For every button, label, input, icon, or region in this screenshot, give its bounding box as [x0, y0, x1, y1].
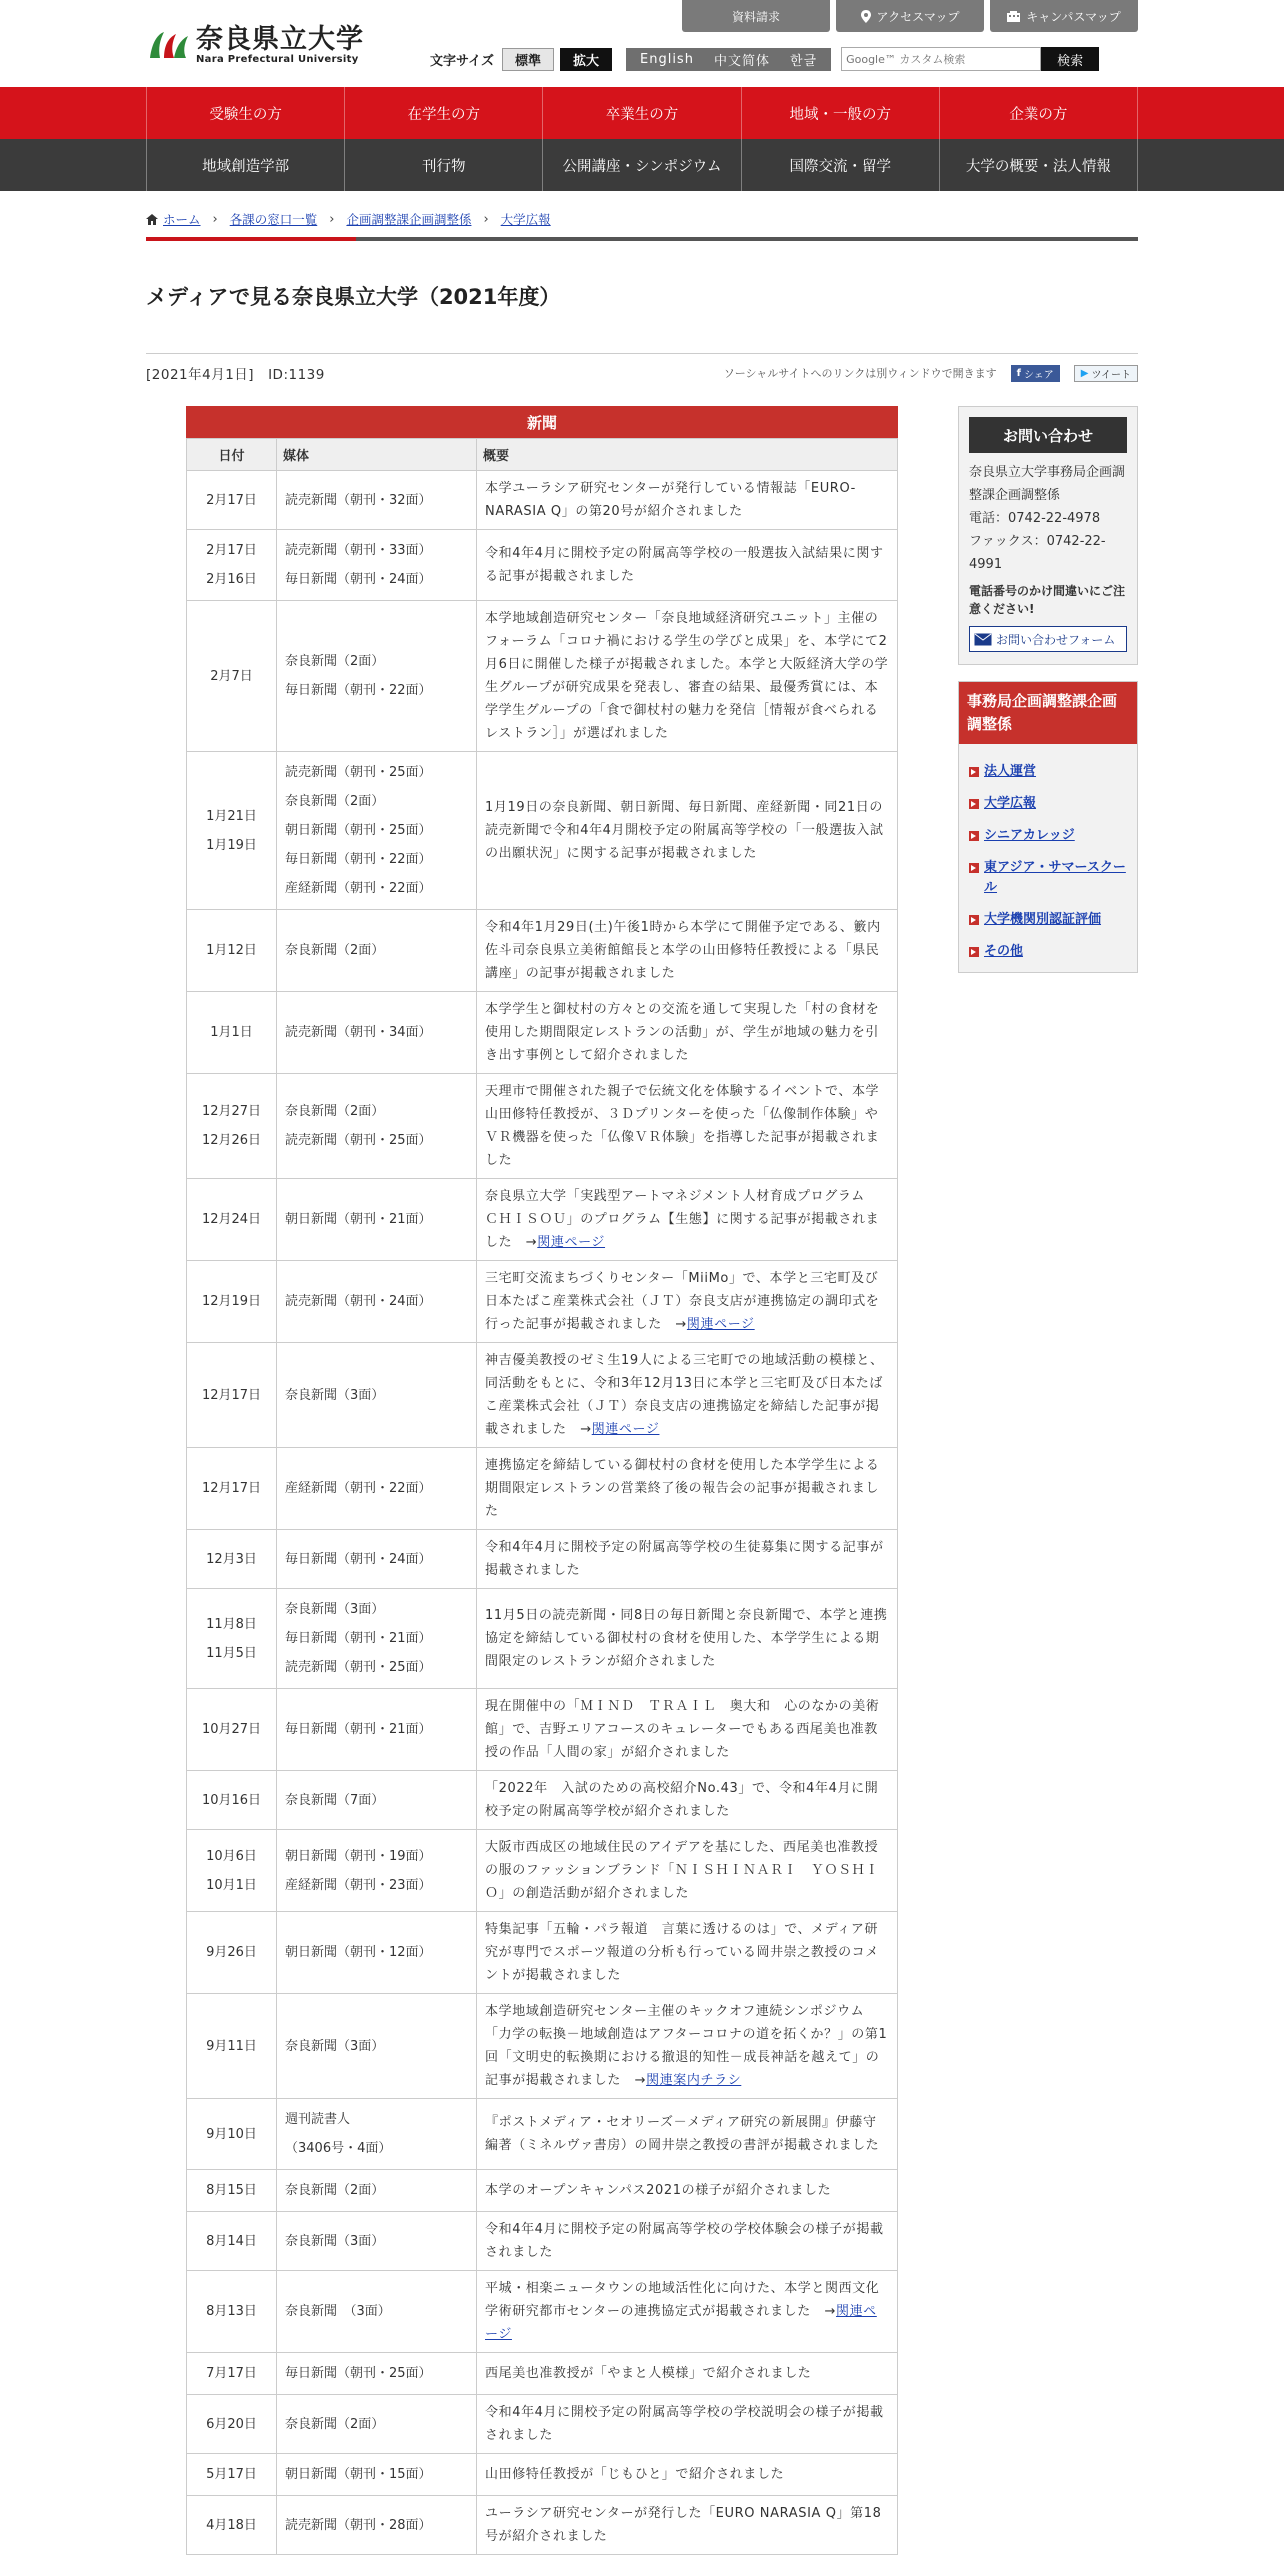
table-row [187, 2170, 898, 2212]
date-text: 1月12日 [206, 943, 257, 958]
request-materials-link[interactable] [682, 0, 830, 32]
breadcrumb-offices[interactable]: 各課の窓口一覧 [229, 212, 318, 227]
summary-text: 三宅町交流まちづくりセンター「MiiMo」で、本学と三宅町及び日本たばこ産業株式会社（ＪＴ）奈良支店が連携協定の調印式を行った記事が掲載されました → [485, 1271, 880, 1332]
summary-cell [477, 1994, 898, 2099]
media-text: 週刊読書人 [285, 2112, 351, 2127]
media-cell [277, 1994, 477, 2099]
date-cell [187, 471, 277, 530]
table-row [187, 1074, 898, 1179]
summary-cell [477, 2271, 898, 2353]
media-cell [277, 2170, 477, 2212]
summary-cell [477, 992, 898, 1074]
summary-cell [477, 2099, 898, 2170]
date-cell [187, 1448, 277, 1530]
contact-form-button[interactable] [969, 626, 1127, 652]
date-cell [187, 530, 277, 601]
summary-text: 令和4年1月29日(土)午後1時から本学にて開催予定である、籔内佐斗司奈良県立美術館館長と本学の山田修特任教授による「県民講座」の記事が掲載されました [485, 920, 881, 981]
arrow-bullet-icon [969, 863, 979, 873]
summary-text: 令和4年4月に開校予定の附属高等学校の生徒募集に関する記事が掲載されました [485, 1540, 884, 1578]
side-link-summer[interactable]: 東アジア・サマースクール [984, 860, 1126, 895]
page-title: メディアで見る奈良県立大学（2021年度） [146, 285, 561, 309]
twitter-tweet-button[interactable] [1074, 365, 1138, 382]
table-row [187, 2395, 898, 2454]
media-text: 毎日新聞（朝刊・22面） [285, 852, 432, 867]
date-text: 10月6日 [206, 1848, 257, 1864]
media-text: 朝日新聞（朝刊・15面） [285, 2467, 432, 2482]
lang-chinese[interactable]: 中文简体 [713, 53, 770, 69]
summary-text: 本学地域創造研究センター主催のキックオフ連続シンポジウム「力学の転換－地域創造はアフターコロナの道を拓くか？」の第1回「文明史的転換期における撤退的知性－成長神話を越えて」の記事が掲載されました → [485, 2004, 888, 2088]
media-text: 産経新聞（朝刊・22面） [285, 1481, 432, 1496]
media-text: 奈良新聞（2面） [285, 1104, 385, 1119]
summary-cell [477, 2212, 898, 2271]
nav-lectures[interactable]: 公開講座・シンポジウム [542, 139, 740, 191]
summary-text: 平城・相楽ニュータウンの地域活性化に向けた、本学と関西文化学術研究都市センターの連携協定式が掲載されました → [485, 2281, 880, 2319]
date-text: 7月17日 [206, 2366, 257, 2381]
media-text: 朝日新聞（朝刊・12面） [285, 1945, 432, 1960]
media-text: 奈良新聞（3面） [285, 2233, 385, 2249]
related-page-link[interactable]: 関連ページ [591, 1422, 660, 1437]
date-text: 12月17日 [201, 1481, 262, 1496]
university-logo[interactable] [146, 26, 364, 66]
summary-text: 本学ユーラシア研究センターが発行している情報誌「EURO-NARASIA Q」の第20号が紹介されました [485, 481, 856, 519]
table-row [187, 2271, 898, 2353]
breadcrumb [146, 191, 1138, 231]
access-map-label: アクセスマップ [876, 9, 960, 24]
nav-about[interactable]: 大学の概要・法人情報 [939, 139, 1138, 191]
media-text: 毎日新聞（朝刊・25面） [285, 2366, 432, 2381]
date-cell [187, 2395, 277, 2454]
chevron-right-icon: › [212, 211, 218, 227]
side-link-item [969, 858, 1127, 898]
envelope-icon [974, 633, 992, 646]
table-row [187, 2353, 898, 2395]
table-row [187, 1179, 898, 1261]
table-row [187, 1448, 898, 1530]
media-cell [277, 1448, 477, 1530]
side-link-item [969, 826, 1127, 846]
media-cell [277, 2395, 477, 2454]
table-row [187, 1589, 898, 1689]
date-cell [187, 1530, 277, 1589]
table-row [187, 992, 898, 1074]
logo-mark-icon [146, 28, 192, 64]
search-input[interactable] [841, 47, 1041, 71]
date-text: 12月26日 [201, 1133, 262, 1148]
tweet-label: ツイート [1091, 369, 1131, 381]
side-link-item [969, 942, 1127, 962]
summary-cell [477, 2395, 898, 2454]
media-cell [277, 910, 477, 992]
date-text: 1月21日 [206, 808, 257, 824]
date-text: 8月14日 [206, 2233, 257, 2249]
media-cell [277, 1530, 477, 1589]
related-page-link[interactable]: 関連ページ [686, 1317, 755, 1332]
page-meta [146, 354, 1138, 392]
date-cell [187, 2212, 277, 2271]
table-row [187, 1994, 898, 2099]
nav-applicants[interactable]: 受験生の方 [146, 87, 344, 139]
main [146, 406, 1138, 2555]
media-text: 産経新聞（朝刊・22面） [285, 881, 432, 896]
summary-cell [477, 2353, 898, 2395]
table-row [187, 1771, 898, 1830]
summary-cell [477, 1830, 898, 1912]
media-cell [277, 471, 477, 530]
media-text: 奈良新聞（7面） [285, 1792, 385, 1808]
section-box [958, 681, 1138, 973]
nav-publications[interactable]: 刊行物 [344, 139, 542, 191]
date-cell [187, 1343, 277, 1448]
media-cell [277, 1261, 477, 1343]
facebook-icon: f [1016, 367, 1021, 379]
arrow-bullet-icon [969, 831, 979, 841]
campus-map-label: キャンパスマップ [1026, 9, 1121, 24]
summary-text: 本学のオープンキャンパス2021の様子が紹介されました [485, 2183, 832, 2198]
date-text: 12月24日 [201, 1212, 262, 1227]
date-text: 6月20日 [206, 2416, 257, 2432]
date-text: 2月17日 [206, 492, 257, 508]
language-switcher [626, 48, 831, 71]
contact-fax: ファックス：0742-22-4991 [969, 534, 1106, 572]
font-large-button[interactable]: 拡大 [560, 48, 612, 71]
summary-text: 本学地域創造研究センター「奈良地域経済研究ユニット」主催のフォーラム「コロナ禍における学生の学びと成果」を、本学にて2月6日に開催した様子が掲載されました。本学と大阪経済大学の学生グループが研究成果を発表し、審査の結果、最優秀賞には、本学学生グループの「食で御杖村の魅力を発信［情報が食べられるレストラン］」が選ばれました [485, 611, 889, 741]
date-text: 2月16日 [206, 572, 257, 587]
media-cell [277, 752, 477, 910]
date-cell [187, 601, 277, 752]
side-link-item [969, 762, 1127, 782]
related-page-link[interactable]: 関連ページ [537, 1235, 606, 1250]
arrow-bullet-icon [969, 799, 979, 809]
site-search [841, 47, 1099, 71]
date-cell [187, 1994, 277, 2099]
date-cell [187, 2271, 277, 2353]
summary-cell [477, 530, 898, 601]
date-text: 11月8日 [206, 1616, 257, 1632]
date-text: 9月26日 [206, 1945, 257, 1960]
date-cell [187, 910, 277, 992]
date-text: 2月17日 [206, 543, 257, 558]
date-cell [187, 1771, 277, 1830]
date-cell [187, 1689, 277, 1771]
side-link-other[interactable]: その他 [984, 944, 1024, 959]
media-cell [277, 1589, 477, 1689]
date-text: 8月13日 [206, 2304, 257, 2319]
summary-cell [477, 1771, 898, 1830]
col-media: 媒体 [277, 439, 477, 471]
summary-text: 令和4年4月に開校予定の附属高等学校の学校説明会の様子が掲載されました [485, 2405, 884, 2443]
media-cell [277, 1074, 477, 1179]
date-cell [187, 1830, 277, 1912]
media-cell [277, 1689, 477, 1771]
date-cell [187, 1074, 277, 1179]
media-text: 朝日新聞（朝刊・25面） [285, 823, 432, 838]
side-link-evaluation[interactable]: 大学機関別認証評価 [984, 912, 1102, 927]
nav-community[interactable]: 地域・一般の方 [741, 87, 939, 139]
media-text: 毎日新聞（朝刊・21面） [285, 1631, 432, 1646]
nav-companies[interactable]: 企業の方 [939, 87, 1138, 139]
media-text: 毎日新聞（朝刊・22面） [285, 683, 432, 698]
related-page-link[interactable]: 関連案内チラシ [646, 2073, 742, 2088]
media-text: 奈良新聞（2面） [285, 2183, 385, 2198]
nav-students[interactable]: 在学生の方 [344, 87, 542, 139]
media-text: 奈良新聞（2面） [285, 943, 385, 958]
media-text: 読売新聞（朝刊・32面） [285, 492, 432, 508]
summary-text: ユーラシア研究センターが発行した「EURO NARASIA Q」第18号が紹介されました [485, 2506, 882, 2544]
share-label: シェア [1023, 369, 1054, 381]
media-cell [277, 2212, 477, 2271]
media-cell [277, 2353, 477, 2395]
media-cell [277, 2099, 477, 2170]
date-cell [187, 1261, 277, 1343]
table-row [187, 601, 898, 752]
table-row [187, 1689, 898, 1771]
font-standard-button[interactable]: 標準 [502, 48, 554, 71]
media-text: 読売新聞（朝刊・34面） [285, 1025, 432, 1040]
media-text: 奈良新聞（3面） [285, 1602, 385, 1617]
summary-text: 令和4年4月に開校予定の附属高等学校の学校体験会の様子が掲載されました [485, 2222, 884, 2260]
media-cell [277, 1771, 477, 1830]
summary-text: 神吉優美教授のゼミ生19人による三宅町での地域活動の模様と、同活動をもとに、令和3年12月13日に本学と三宅町及び日本たばこ産業株式会社（ＪＴ）奈良支店の連携協定を締結した記事が掲載されました → [485, 1353, 884, 1437]
nav-alumni[interactable]: 卒業生の方 [542, 87, 740, 139]
breadcrumb-pr[interactable]: 大学広報 [500, 212, 551, 227]
media-text: 読売新聞（朝刊・25面） [285, 765, 432, 780]
summary-cell [477, 1589, 898, 1689]
table-row [187, 1343, 898, 1448]
media-text: 読売新聞（朝刊・25面） [285, 1133, 432, 1148]
date-cell [187, 752, 277, 910]
media-cell [277, 2271, 477, 2353]
content [186, 406, 898, 2555]
media-text: 奈良新聞（2面） [285, 794, 385, 809]
media-text: 奈良新聞 （3面） [285, 2304, 391, 2319]
summary-cell [477, 1912, 898, 1994]
table-row [187, 2099, 898, 2170]
summary-text: 山田修特任教授が「じもひと」で紹介されました [485, 2467, 785, 2482]
table-caption: 新聞 [186, 406, 898, 438]
summary-cell [477, 2454, 898, 2496]
home-icon [146, 214, 158, 225]
side-link-senior[interactable]: シニアカレッジ [984, 828, 1075, 843]
summary-cell [477, 1179, 898, 1261]
contact-office: 奈良県立大学事務局企画調整課企画調整係 [969, 465, 1126, 503]
breadcrumb-home[interactable]: ホーム [163, 212, 201, 227]
table-row [187, 752, 898, 910]
media-text: 朝日新聞（朝刊・19面） [285, 1848, 432, 1864]
date-cell [187, 1912, 277, 1994]
media-text: 奈良新聞（2面） [285, 654, 385, 669]
table-body [187, 471, 898, 2555]
summary-text: 連携協定を締結している御杖村の食材を使用した本学学生による期間限定レストランの営業終了後の報告会の記事が掲載されました [485, 1458, 880, 1519]
request-materials-label: 資料請求 [731, 9, 780, 24]
date-text: 8月15日 [206, 2183, 257, 2198]
building-icon [1007, 11, 1020, 22]
media-cell [277, 2454, 477, 2496]
media-text: 毎日新聞（朝刊・24面） [285, 1551, 432, 1567]
date-text: 1月19日 [206, 837, 257, 853]
table-row [187, 530, 898, 601]
summary-text: 令和4年4月に開校予定の附属高等学校の一般選抜入試結果に関する記事が掲載されました [485, 546, 884, 584]
logo-subtitle: Nara Prefectural University [196, 54, 359, 65]
date-cell [187, 2496, 277, 2555]
col-summary: 概要 [477, 439, 898, 471]
chevron-right-icon: › [483, 211, 489, 227]
side-link-item [969, 794, 1127, 814]
contact-box [958, 406, 1138, 665]
summary-text: 「2022年 入試のための高校紹介No.43」で、令和4年4月に開校予定の附属高等学校が紹介されました [485, 1781, 879, 1819]
summary-cell [477, 471, 898, 530]
date-text: 1月1日 [210, 1025, 253, 1040]
top-links [682, 0, 1138, 32]
date-text: 12月17日 [201, 1387, 262, 1403]
summary-cell [477, 1343, 898, 1448]
media-cell [277, 1830, 477, 1912]
summary-text: 天理市で開催された親子で伝統文化を体験するイベントで、本学山田修特任教授が、３Ｄプリンターを使った「仏像制作体験」やＶＲ機器を使った「仏像ＶＲ体験」を指導した記事が掲載されました [485, 1084, 880, 1168]
date-text: 10月27日 [201, 1722, 262, 1737]
date-text: 4月18日 [206, 2517, 257, 2533]
summary-text: 現在開催中の「ＭＩＮＤ ＴＲＡＩＬ 奥大和 心のなかの美術館」で、吉野エリアコースのキュレーターでもある西尾美也准教授の作品「人間の家」が紹介されました [485, 1699, 880, 1760]
table-row [187, 2454, 898, 2496]
font-size-label: 文字サイズ [430, 53, 494, 69]
table-row [187, 2496, 898, 2555]
media-cell [277, 2496, 477, 2555]
summary-text: 西尾美也准教授が「やまと人模様」で紹介されました [485, 2366, 812, 2381]
summary-text: 11月5日の読売新聞・同8日の毎日新聞と奈良新聞で、本学と連携協定を締結している御杖村の食材を使用した、本学学生による期間限定のレストランが紹介されました [485, 1608, 888, 1669]
media-text: 朝日新聞（朝刊・21面） [285, 1212, 432, 1227]
summary-cell [477, 752, 898, 910]
publish-date-id: [2021年4月1日] ID:1139 [146, 367, 325, 383]
arrow-bullet-icon [969, 767, 979, 777]
date-cell [187, 2353, 277, 2395]
phone-warning: 電話番号のかけ間違いにご注意ください! [969, 584, 1126, 616]
media-text: 奈良新聞（3面） [285, 1387, 385, 1403]
date-cell [187, 2170, 277, 2212]
media-table [186, 438, 898, 2555]
search-button[interactable]: 検索 [1041, 47, 1099, 71]
title-rule [146, 237, 1138, 241]
contact-title: お問い合わせ [969, 417, 1127, 453]
summary-text: 奈良県立大学「実践型アートマネジメント人材育成プログラム ＣＨＩＳＯＵ」のプログラム【生態】に関する記事が掲載されました → [485, 1189, 880, 1250]
nav-international[interactable]: 国際交流・留学 [741, 139, 939, 191]
media-text: 奈良新聞（2面） [285, 2416, 385, 2432]
map-pin-icon [861, 10, 871, 23]
section-title: 事務局企画調整課企画調整係 [959, 682, 1137, 744]
summary-cell [477, 1074, 898, 1179]
summary-cell [477, 1689, 898, 1771]
chevron-right-icon: › [329, 211, 335, 227]
media-cell [277, 1343, 477, 1448]
side-link-pr[interactable]: 大学広報 [984, 796, 1037, 811]
media-text: 読売新聞（朝刊・25面） [285, 1660, 432, 1675]
date-cell [187, 1179, 277, 1261]
summary-cell [477, 910, 898, 992]
date-text: 10月1日 [206, 1877, 257, 1893]
date-text: 10月16日 [201, 1792, 262, 1808]
table-row [187, 2212, 898, 2271]
media-text: 読売新聞（朝刊・28面） [285, 2517, 432, 2533]
date-text: 5月17日 [206, 2467, 257, 2482]
media-text: 奈良新聞（3面） [285, 2038, 385, 2054]
contact-form-label: お問い合わせフォーム [996, 632, 1116, 647]
date-text: 12月19日 [201, 1294, 262, 1309]
media-text: 読売新聞（朝刊・24面） [285, 1294, 432, 1309]
primary-nav [0, 87, 1284, 139]
sidebar [958, 406, 1138, 2555]
summary-cell [477, 2496, 898, 2555]
contact-phone: 電話：0742-22-4978 [969, 511, 1101, 526]
campus-map-link[interactable] [990, 0, 1138, 32]
media-text: 毎日新聞（朝刊・21面） [285, 1722, 432, 1737]
lang-korean[interactable]: 한글 [789, 53, 818, 69]
social-note: ソーシャルサイトへのリンクは別ウィンドウで開きます [723, 367, 997, 380]
media-cell [277, 992, 477, 1074]
logo-title: 奈良県立大学 [196, 24, 364, 55]
table-row [187, 1830, 898, 1912]
date-cell [187, 1589, 277, 1689]
side-link-corporate[interactable]: 法人運営 [984, 764, 1037, 779]
summary-cell [477, 2170, 898, 2212]
summary-cell [477, 1448, 898, 1530]
date-text: 9月11日 [206, 2038, 257, 2054]
table-row [187, 1261, 898, 1343]
header [146, 0, 1138, 87]
date-text: 2月7日 [210, 668, 253, 684]
nav-faculty[interactable]: 地域創造学部 [146, 139, 344, 191]
lang-english[interactable]: English [640, 51, 694, 67]
media-cell [277, 601, 477, 752]
summary-text: 本学学生と御杖村の方々との交流を通して実現した「村の食材を使用した期間限定レストランの活動」が、学生が地域の魅力を引き出す事例として紹介されました [485, 1002, 880, 1063]
date-cell [187, 992, 277, 1074]
summary-text: 1月19日の奈良新聞、朝日新聞、毎日新聞、産経新聞・同21日の読売新聞で令和4年4月開校予定の附属高等学校の「一般選抜入試の出願状況」に関する記事が掲載されました [485, 800, 884, 861]
date-text: 12月27日 [201, 1104, 262, 1119]
table-row [187, 1912, 898, 1994]
summary-text: 大阪市西成区の地域住民のアイデアを基にした、西尾美也准教授の服のファッションブランド「ＮＩＳＨＩＮＡＲＩ ＹＯＳＨＩＯ」の創造活動が紹介されました [485, 1840, 879, 1901]
summary-cell [477, 601, 898, 752]
media-cell [277, 530, 477, 601]
media-text: （3406号・4面） [285, 2141, 392, 2156]
media-text: 読売新聞（朝刊・33面） [285, 543, 432, 558]
summary-cell [477, 1530, 898, 1589]
table-row [187, 1530, 898, 1589]
bird-icon: ▶ [1080, 367, 1089, 379]
related-page-link[interactable]: 関連ページ [485, 2304, 877, 2342]
col-date: 日付 [187, 439, 277, 471]
date-text: 11月5日 [206, 1645, 257, 1661]
summary-text: 特集記事「五輪・パラ報道 言葉に透けるのは」で、メディア研究が専門でスポーツ報道の分析も行っている岡井崇之教授のコメントが掲載されました [485, 1922, 879, 1983]
header-tools [430, 47, 1099, 71]
media-cell [277, 1912, 477, 1994]
date-text: 9月10日 [206, 2126, 257, 2142]
summary-cell [477, 1261, 898, 1343]
media-text: 産経新聞（朝刊・23面） [285, 1877, 432, 1893]
side-link-item [969, 910, 1127, 930]
table-row [187, 910, 898, 992]
secondary-nav [0, 139, 1284, 191]
breadcrumb-planning[interactable]: 企画調整課企画調整係 [346, 212, 472, 227]
date-text: 12月3日 [206, 1551, 257, 1567]
date-cell [187, 2099, 277, 2170]
facebook-share-button[interactable] [1011, 365, 1060, 382]
arrow-bullet-icon [969, 947, 979, 957]
summary-text: 『ポストメディア・セオリーズ－メディア研究の新展開』伊藤守編著（ミネルヴァ書房）の岡井崇之教授の書評が掲載されました [485, 2115, 880, 2153]
table-row [187, 471, 898, 530]
arrow-bullet-icon [969, 915, 979, 925]
date-cell [187, 2454, 277, 2496]
media-text: 毎日新聞（朝刊・24面） [285, 572, 432, 587]
access-map-link[interactable] [836, 0, 984, 32]
media-cell [277, 1179, 477, 1261]
